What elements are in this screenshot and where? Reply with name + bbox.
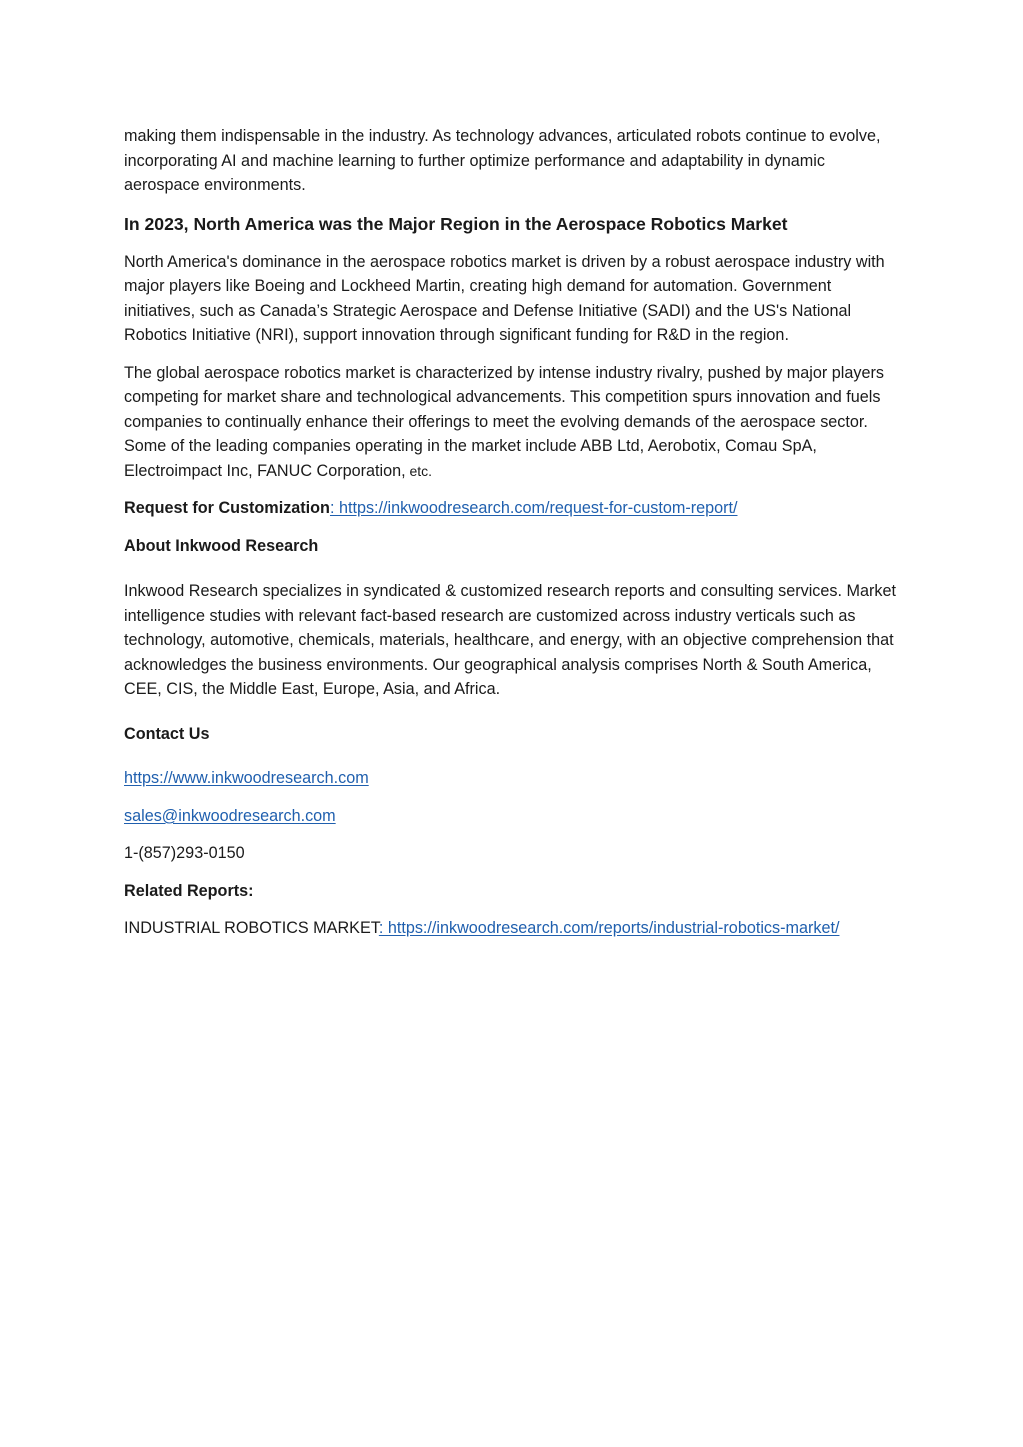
related-reports-title: Related Reports: [124,881,254,900]
north-america-paragraph: North America's dominance in the aerospace robotics market is driven by a robust aerospace industry with major players like Boeing and Lockheed Martin, creating high demand for automation. Government initiatives, such as Canada’s Strategic Aerospace and Defense Initiative (SADI) and the US's National Robotics Initiative (NRI), support innovation through significant funding for R&D in the region. [124,252,885,344]
contact-website-line [124,766,904,791]
contact-phone: 1-(857)293-0150 [124,844,245,862]
contact-email-line [124,804,904,829]
global-market-paragraph [124,361,904,484]
email-link[interactable]: sales@inkwoodresearch.com [124,806,336,825]
global-market-etc: etc. [405,462,433,479]
customization-link[interactable]: : https://inkwoodresearch.com/request-for-custom-report/ [329,499,738,517]
customization-line [124,496,904,521]
intro-paragraph: making them indispensable in the industry. As technology advances, articulated robots continue to evolve, incorporating AI and machine learning to further optimize performance and adaptability in dynamic aerospace environments. [124,127,881,194]
related-report-line [124,916,904,941]
section-heading: In 2023, North America was the Major Region in the Aerospace Robotics Market [124,213,788,234]
document-page [124,124,904,954]
website-link[interactable]: https://www.inkwoodresearch.com [124,769,369,787]
related-report-link[interactable]: : https://inkwoodresearch.com/reports/industrial-robotics-market/ [378,919,840,937]
about-paragraph: Inkwood Research specializes in syndicated & customized research reports and consulting services. Market intelligence studies with relevant fact-based research are customized across industry verticals such as technology, automotive, chemicals, materials, healthcare, and energy, with an objective comprehension that acknowledges the business environments. Our geographical analysis comprises North & South America, CEE, CIS, the Middle East, Europe, Asia, and Africa. [124,582,896,698]
about-title: About Inkwood Research [124,536,319,555]
global-market-text: The global aerospace robotics market is characterized by intense industry rivalry, pushed by major players competing for market share and technological advancements. This competition spurs innovation and fuels companies to continually enhance their offerings to meet the evolving demands of the aerospace sector. Some of the leading companies operating in the market include ABB Ltd, Aerobotix, Comau SpA, Electroimpact Inc, FANUC Corporation, [124,363,884,480]
customization-label: Request for Customization [124,499,330,517]
related-report-label: INDUSTRIAL ROBOTICS MARKET [124,919,379,937]
contact-title: Contact Us [124,724,210,743]
